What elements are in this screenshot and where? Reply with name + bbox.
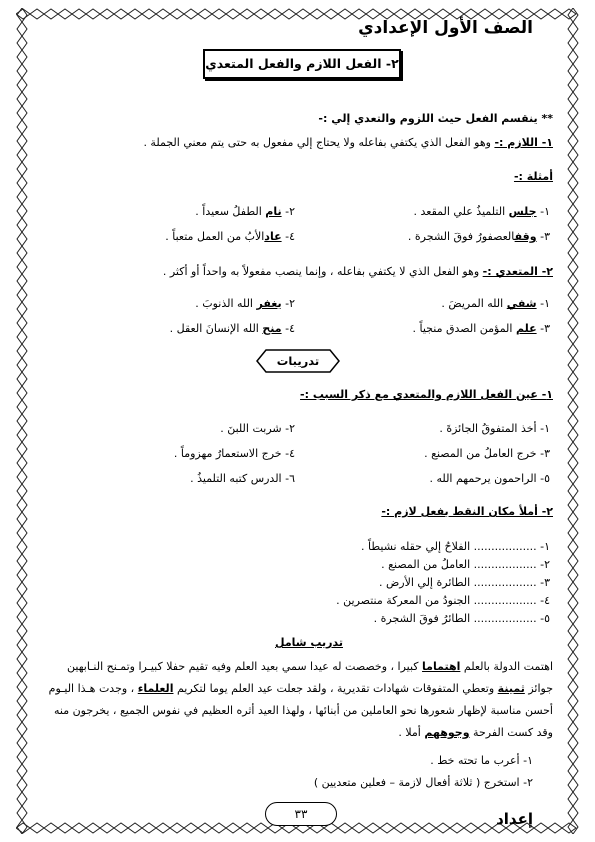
chain-link	[17, 92, 27, 106]
chain-link	[17, 680, 27, 694]
chain-link	[568, 736, 578, 750]
chain-link	[568, 330, 578, 344]
chain-link	[156, 823, 170, 833]
chain-link	[17, 820, 27, 834]
chain-link	[568, 274, 578, 288]
chain-link	[338, 9, 352, 19]
chain-link	[568, 540, 578, 554]
chain-link	[17, 274, 27, 288]
chain-link	[568, 246, 578, 260]
chain-link	[548, 823, 562, 833]
chain-link	[268, 9, 282, 19]
chain-link	[44, 9, 58, 19]
chain-link	[568, 778, 578, 792]
ex2-item-5: ٥- .................. الطائرُ فوقَ الشجرة .	[373, 612, 550, 625]
chain-link	[86, 9, 100, 19]
mutaaddi-definition	[42, 265, 553, 278]
chain-link	[72, 9, 86, 19]
chain-link	[568, 568, 578, 582]
mutaaddi-text: وهو الفعل الذي لا يكتفي بفاعله ، وإنما ينصب مفعولاً به واحداً أو أكثر .	[162, 265, 480, 278]
chain-link	[568, 652, 578, 666]
intro-line: ** ينقسم الفعل حيث اللزوم والتعدي إلي :-	[318, 112, 553, 125]
chain-link	[568, 134, 578, 148]
chain-link	[568, 302, 578, 316]
chain-link	[282, 9, 296, 19]
chain-link	[17, 694, 27, 708]
chain-link	[17, 260, 27, 274]
chain-link	[184, 9, 198, 19]
chain-link	[568, 484, 578, 498]
chain-link	[30, 9, 44, 19]
chain-link	[17, 442, 27, 456]
chain-link	[17, 596, 27, 610]
chain-link	[156, 9, 170, 19]
chain-link	[17, 134, 27, 148]
chain-link	[17, 176, 27, 190]
chain-link	[17, 162, 27, 176]
chain-link	[17, 344, 27, 358]
ex1-item-1: ١- أخذ المتفوقُ الجائزةَ .	[439, 422, 550, 435]
chain-link	[568, 498, 578, 512]
chain-link	[240, 9, 254, 19]
ex1-item-5: ٥- الراحمون يرحمهم الله .	[429, 472, 550, 485]
chain-link	[310, 9, 324, 19]
chain-link	[58, 9, 72, 19]
chain-link	[17, 806, 27, 820]
chain-link	[568, 820, 578, 834]
chain-link	[568, 8, 578, 22]
chain-link	[17, 792, 27, 806]
chain-link	[568, 442, 578, 456]
chain-link	[568, 624, 578, 638]
chain-link	[17, 722, 27, 736]
ex2-item-3: ٣- .................. الطائرة إلي الأرض .	[378, 576, 550, 589]
comprehensive-q1: ١- أعرب ما تحته خط .	[430, 754, 533, 767]
chain-link	[17, 190, 27, 204]
chain-link	[58, 823, 72, 833]
page-number: ٣٣	[265, 802, 337, 826]
chain-link	[17, 386, 27, 400]
chain-link	[568, 428, 578, 442]
chain-link	[17, 582, 27, 596]
chain-link	[17, 456, 27, 470]
lazim-definition	[42, 136, 553, 149]
chain-link	[44, 823, 58, 833]
chain-link	[17, 358, 27, 372]
ex1-item-4: ٤- خرج الاستعمارُ مهزوماً .	[173, 447, 295, 460]
chain-link	[254, 823, 268, 833]
lazim-text: وهو الفعل الذي يكتفي بفاعله ولا يحتاج إلي مفعول به حتى يتم معني الجملة .	[143, 136, 491, 149]
chain-link	[568, 358, 578, 372]
chain-link	[568, 50, 578, 64]
chain-link	[568, 680, 578, 694]
chain-link	[17, 526, 27, 540]
chain-link	[548, 9, 562, 19]
chain-link	[184, 823, 198, 833]
chain-link	[568, 582, 578, 596]
chain-link	[17, 204, 27, 218]
chain-link	[198, 823, 212, 833]
chain-link	[17, 512, 27, 526]
chain-link	[568, 386, 578, 400]
chain-link	[17, 498, 27, 512]
chain-link	[17, 302, 27, 316]
chain-link	[478, 823, 492, 833]
chain-link	[226, 823, 240, 833]
chain-link	[17, 750, 27, 764]
chain-link	[17, 414, 27, 428]
chain-link	[568, 36, 578, 50]
chain-link	[17, 610, 27, 624]
ex2-title: ٢- أملأ مكان النقط بفعل لازم :-	[381, 505, 553, 518]
chain-link	[142, 9, 156, 19]
chain-link	[17, 316, 27, 330]
ex2-item-2: ٢- .................. العاملُ من المصنع .	[381, 558, 550, 571]
chain-link	[17, 540, 27, 554]
chain-link	[17, 652, 27, 666]
chain-link	[568, 162, 578, 176]
chain-link	[17, 470, 27, 484]
mutaaddi-label: ٢- المتعدي :-	[482, 265, 553, 278]
chain-link	[17, 106, 27, 120]
chain-link	[568, 232, 578, 246]
chain-link	[568, 344, 578, 358]
chain-link	[568, 148, 578, 162]
chain-link	[568, 64, 578, 78]
comprehensive-q2: ٢- استخرج ( ثلاثة أفعال لازمة – فعلين متعديين )	[313, 776, 533, 789]
footer-credit: إعداد	[496, 810, 533, 828]
chain-link	[366, 823, 380, 833]
chain-link	[17, 36, 27, 50]
chain-link	[100, 823, 114, 833]
chain-link	[17, 8, 27, 22]
training-tag: تدريبات	[256, 349, 340, 373]
mutaaddi-example-3: ٣- علم المؤمن الصدق منجياً .	[412, 322, 550, 335]
chain-link	[568, 456, 578, 470]
chain-link	[30, 823, 44, 833]
ex1-item-2: ٢- شربت اللبنَ .	[220, 422, 295, 435]
chain-link	[394, 823, 408, 833]
chain-link	[568, 22, 578, 36]
chain-link	[128, 823, 142, 833]
chain-link	[568, 176, 578, 190]
ex1-item-6: ٦- الدرس كتبه التلميذُ .	[190, 472, 295, 485]
chain-link	[422, 823, 436, 833]
chain-link	[568, 260, 578, 274]
chain-link	[17, 428, 27, 442]
chain-link	[568, 218, 578, 232]
chain-link	[568, 316, 578, 330]
chain-link	[568, 792, 578, 806]
chain-link	[226, 9, 240, 19]
chain-link	[568, 512, 578, 526]
chain-link	[534, 823, 548, 833]
ex1-title: ١- عين الفعل اللازم والمتعدي مع ذكر السبب :-	[300, 388, 553, 401]
chain-link	[17, 148, 27, 162]
chain-link	[568, 596, 578, 610]
chain-link	[212, 823, 226, 833]
chain-link	[568, 610, 578, 624]
chain-link	[568, 694, 578, 708]
chain-link	[534, 9, 548, 19]
chain-link	[296, 9, 310, 19]
chain-link	[450, 823, 464, 833]
lazim-example-2: ٢- نام الطفلُ سعيداً .	[195, 205, 295, 218]
lazim-example-1: ١- جلس التلميذُ علي المقعد .	[413, 205, 550, 218]
chain-link	[17, 484, 27, 498]
comprehensive-paragraph: اهتمت الدولة بالعلم اهتماما كبيرا ، وخصصت له عيدا سمي بعيد العلم وفيه تقيم حفلا كبيـرا وتمـنح النـابهين جوائز ثمينة وتعطي المتفوقات شهادات تقديرية ، ولقد جعلت عيد العلم يوما لتكريم العلماء ، وجدت هـذا اليـوم أحسن مناسبة لإظهار شعورها نحو العاملين من أبنائها ، ولهذا العيد أثره العظيم في نفوس الجميع ، يخرجون منه وقد كست الفرحة وجوههم أملا .	[48, 660, 553, 739]
ex1-item-3: ٣- خرج العاملُ من المصنع .	[424, 447, 550, 460]
comprehensive-title: تدريب شامل	[275, 636, 343, 649]
chain-link	[17, 764, 27, 778]
chain-link	[17, 400, 27, 414]
chain-link	[170, 823, 184, 833]
chain-link	[17, 50, 27, 64]
lazim-example-4: ٤- عادالأبُ من العمل متعباً .	[165, 230, 295, 243]
chain-link	[568, 400, 578, 414]
chain-link	[17, 64, 27, 78]
chain-link	[17, 218, 27, 232]
chain-link	[568, 708, 578, 722]
decorative-border-left	[16, 8, 28, 834]
lesson-title: ٢- الفعل اللازم والفعل المتعدي	[203, 49, 401, 79]
chain-link	[17, 330, 27, 344]
chain-link	[568, 204, 578, 218]
chain-link	[338, 823, 352, 833]
chain-link	[212, 9, 226, 19]
chain-link	[568, 288, 578, 302]
chain-link	[114, 823, 128, 833]
chain-link	[568, 106, 578, 120]
chain-link	[170, 9, 184, 19]
lazim-example-3: ٣- وقفالعصفورُ فوقَ الشجرة .	[407, 230, 550, 243]
chain-link	[142, 823, 156, 833]
chain-link	[198, 9, 212, 19]
chain-link	[17, 638, 27, 652]
chain-link	[380, 823, 394, 833]
chain-link	[240, 823, 254, 833]
chain-link	[568, 750, 578, 764]
chain-link	[86, 823, 100, 833]
chain-link	[436, 823, 450, 833]
chain-link	[352, 823, 366, 833]
chain-link	[568, 92, 578, 106]
chain-link	[17, 78, 27, 92]
chain-link	[114, 9, 128, 19]
chain-link	[254, 9, 268, 19]
chain-link	[17, 778, 27, 792]
mutaaddi-example-2: ٢- يغفر الله الذنوبَ .	[195, 297, 295, 310]
chain-link	[17, 22, 27, 36]
chain-link	[17, 708, 27, 722]
chain-link	[568, 638, 578, 652]
chain-link	[17, 554, 27, 568]
chain-link	[568, 470, 578, 484]
chain-link	[568, 806, 578, 820]
ex2-item-4: ٤- .................. الجنودُ من المعركة منتصرين .	[336, 594, 550, 607]
chain-link	[568, 190, 578, 204]
chain-link	[408, 823, 422, 833]
chain-link	[568, 554, 578, 568]
chain-link	[568, 764, 578, 778]
chain-link	[17, 232, 27, 246]
lazim-label: ١- اللازم :-	[494, 136, 553, 149]
chain-link	[17, 246, 27, 260]
examples-heading: أمثلة :-	[513, 170, 553, 183]
chain-link	[568, 120, 578, 134]
chain-link	[17, 736, 27, 750]
chain-link	[100, 9, 114, 19]
ex2-item-1: ١- .................. الفلاحُ إلي حقله نشيطاً .	[361, 540, 550, 553]
chain-link	[17, 666, 27, 680]
mutaaddi-example-1: ١- شفي الله المريضَ .	[441, 297, 550, 310]
chain-link	[324, 9, 338, 19]
grade-title: الصف الأول الإعدادي	[358, 18, 533, 38]
chain-link	[568, 372, 578, 386]
decorative-border-right	[567, 8, 579, 834]
chain-link	[17, 568, 27, 582]
chain-link	[568, 722, 578, 736]
chain-link	[17, 372, 27, 386]
chain-link	[17, 624, 27, 638]
chain-link	[72, 823, 86, 833]
chain-link	[568, 414, 578, 428]
chain-link	[568, 526, 578, 540]
chain-link	[128, 9, 142, 19]
chain-link	[464, 823, 478, 833]
mutaaddi-example-4: ٤- منح الله الإنسانَ العقل .	[169, 322, 295, 335]
chain-link	[17, 120, 27, 134]
chain-link	[568, 666, 578, 680]
chain-link	[568, 78, 578, 92]
chain-link	[17, 288, 27, 302]
